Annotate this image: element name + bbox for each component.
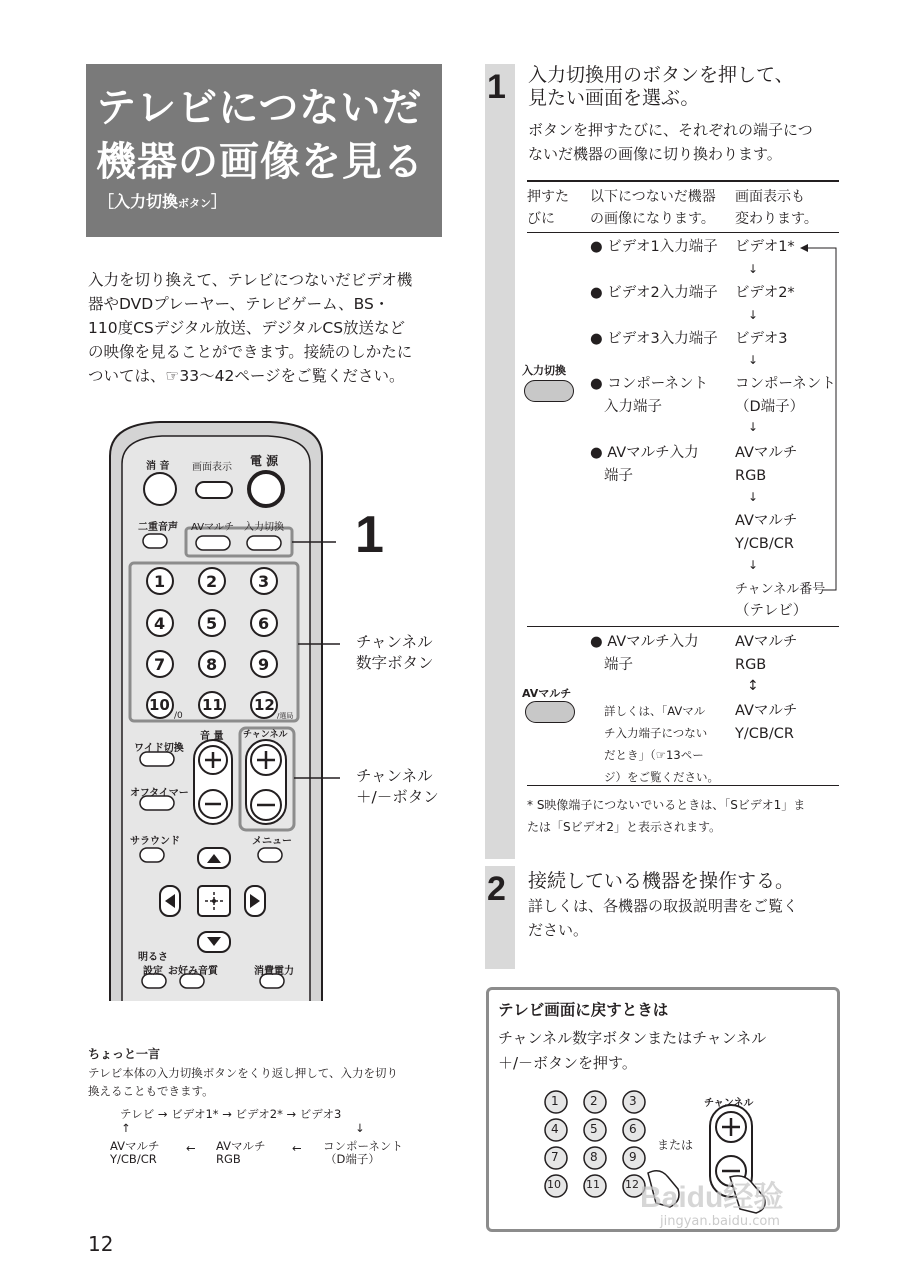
table-arrow-down: ↓ xyxy=(748,353,759,367)
av-section-display-a2: RGB xyxy=(735,657,767,673)
table-bottom-rule xyxy=(527,785,839,786)
remote-number-7: 7 xyxy=(154,655,166,674)
callout-channel-plus-minus xyxy=(356,766,439,808)
th-line: 画面表示も xyxy=(735,189,805,205)
return-desc-line: ＋/－ボタンを押す。 xyxy=(498,1054,637,1072)
th-line: 変わります。 xyxy=(735,211,818,227)
tip-heading: ちょっと一言 xyxy=(88,1047,161,1061)
step2-heading: 接続している機器を操作する。 xyxy=(528,870,795,892)
table-av-multi-label: AVマルチ xyxy=(522,687,572,700)
row-video3-input: ● ビデオ3入力端子 xyxy=(590,331,718,347)
remote-label-av-multi: AVマルチ xyxy=(191,522,235,533)
remote-number-12: 12 xyxy=(254,696,275,714)
subtitle-main: ［入力切換 xyxy=(98,192,179,211)
step1-desc-line: ボタンを押すたびに、それぞれの端子につ xyxy=(528,121,813,139)
return-num-7: 7 xyxy=(551,1150,559,1164)
av-section-display-a1: AVマルチ xyxy=(735,634,798,650)
row-avycbcr-display-1: AVマルチ xyxy=(735,513,798,529)
callout-step-1: 1 xyxy=(355,506,384,564)
row-video1-input: ● ビデオ1入力端子 xyxy=(590,239,718,255)
return-box-title: テレビ画面に戻すときは xyxy=(498,1001,669,1019)
th-line: びに xyxy=(527,211,555,227)
tip-flow-top: テレビ → ビデオ1* → ビデオ2* → ビデオ3 xyxy=(120,1107,342,1121)
return-box-channel-label: チャンネル xyxy=(704,1098,754,1109)
remote-label-brightness-2: 設定 xyxy=(143,966,163,977)
remote-number-5: 5 xyxy=(206,614,218,633)
return-num-4: 4 xyxy=(551,1122,559,1136)
dual-audio-button xyxy=(143,534,167,548)
tip-flow-arrow-left-1: ← xyxy=(186,1141,196,1155)
row-channel-display-2: （テレビ） xyxy=(735,603,808,619)
return-num-11: 11 xyxy=(586,1178,600,1191)
remote-number-1: 1 xyxy=(154,572,166,591)
remote-label-volume: 音 量 xyxy=(200,731,224,742)
table-section-rule xyxy=(527,626,839,627)
step2-desc-line: 詳しくは、各機器の取扱説明書をご覧く xyxy=(528,897,799,915)
av-section-input-2: 端子 xyxy=(604,657,633,673)
remote-label-brightness-1: 明るさ xyxy=(138,952,168,963)
step1-bar xyxy=(485,64,515,859)
page-subtitle xyxy=(98,189,227,212)
note-line: だとき」（☞13ペー xyxy=(604,748,704,762)
return-box-or: または xyxy=(657,1138,694,1152)
row-avrgb-display-2: RGB xyxy=(735,468,767,484)
av-section-display-b1: AVマルチ xyxy=(735,703,798,719)
footnote-line: たは「Sビデオ2」と表示されます。 xyxy=(527,820,722,834)
power-button xyxy=(249,472,283,506)
row-channel-display-1: チャンネル番号 xyxy=(735,582,826,597)
table-input-switch-button xyxy=(524,380,574,402)
av-section-display-b2: Y/CB/CR xyxy=(735,726,794,742)
remote-label-surround: サラウンド xyxy=(130,836,180,847)
table-arrow-down: ↓ xyxy=(748,490,759,504)
return-num-5: 5 xyxy=(590,1122,598,1136)
footnote xyxy=(527,794,805,838)
intro-line: 器やDVDプレーヤー、テレビゲーム、BS・ xyxy=(88,295,390,313)
tip-line: テレビ本体の入力切換ボタンをくり返し押して、入力を切り xyxy=(88,1066,399,1080)
av-section-note xyxy=(604,700,719,788)
remote-number-9: 9 xyxy=(258,655,270,674)
step1-heading-line: 見たい画面を選ぶ。 xyxy=(528,87,700,109)
note-line: 詳しくは、「AVマル xyxy=(604,704,706,718)
remote-number-4: 4 xyxy=(154,614,166,633)
note-line: ジ）をご覧ください。 xyxy=(604,770,719,784)
watermark-url: jingyan.baidu.com xyxy=(660,1214,780,1229)
table-top-rule xyxy=(527,180,839,182)
row-video3-display: ビデオ3 xyxy=(735,331,788,347)
input-switch-button xyxy=(247,536,281,550)
tip-flow-arrow-left-2: ← xyxy=(292,1141,302,1155)
table-header-display xyxy=(735,186,818,230)
table-header-press xyxy=(527,186,569,230)
row-component-display-1: コンポーネント xyxy=(735,376,836,392)
tip-flow-b1: AVマルチ xyxy=(216,1139,266,1153)
remote-label-wide: ワイド切換 xyxy=(134,743,184,754)
intro-line: の映像を見ることができます。接続のしかたに xyxy=(88,343,413,361)
return-num-2: 2 xyxy=(590,1094,598,1108)
callout-line: ＋/－ボタン xyxy=(356,788,439,806)
remote-label-display: 画面表示 xyxy=(192,462,232,473)
av-multi-button xyxy=(196,536,230,550)
row-video1-display: ビデオ1* xyxy=(735,239,795,255)
step1-desc-line: ないだ機器の画像に切り換わります。 xyxy=(528,145,782,163)
row-component-input-1: ● コンポーネント xyxy=(590,376,709,392)
display-button xyxy=(196,482,232,498)
remote-number-2: 2 xyxy=(206,572,218,591)
row-avrgb-display-1: AVマルチ xyxy=(735,445,798,461)
remote-number-10: 10 xyxy=(149,696,170,714)
row-avrgb-input-1: ● AVマルチ入力 xyxy=(590,445,699,461)
table-header-device xyxy=(590,186,716,230)
step2-desc-line: ださい。 xyxy=(528,921,589,939)
subtitle-close: ］ xyxy=(211,192,228,211)
watermark-brand: Baidu经验 xyxy=(640,1181,784,1214)
remote-label-off-timer: オフタイマー xyxy=(130,788,189,799)
intro-line: 110度CSデジタル放送、デジタルCS放送など xyxy=(88,319,406,337)
return-box-description xyxy=(498,1026,766,1076)
av-section-input-1: ● AVマルチ入力 xyxy=(590,634,699,650)
row-component-display-2: （D端子） xyxy=(735,399,805,415)
th-line: 以下につないだ機器 xyxy=(590,189,716,205)
page-title-line2: 機器の画像を見る xyxy=(96,139,424,185)
note-line: チ入力端子につない xyxy=(604,726,708,740)
return-num-12: 12 xyxy=(625,1178,639,1191)
footnote-line: * S映像端子につないでいるときは、「Sビデオ1」ま xyxy=(527,798,806,812)
table-input-switch-label: 入力切換 xyxy=(522,364,566,377)
remote-number-3: 3 xyxy=(258,572,270,591)
loop-arrow-line xyxy=(770,238,840,598)
table-arrow-down: ↓ xyxy=(748,558,759,572)
remote-label-channel: チャンネル xyxy=(243,730,288,740)
remote-num-sub-10: /0 xyxy=(174,711,183,721)
step1-number: 1 xyxy=(487,68,506,106)
callout-line: チャンネル xyxy=(356,767,433,785)
intro-line: ついては、☞33〜42ページをご覧ください。 xyxy=(88,367,405,385)
subtitle-small: ボタン xyxy=(178,197,212,210)
callout-line: チャンネル xyxy=(356,633,433,651)
remote-label-power-save: 消費電力 xyxy=(254,966,294,977)
tip-flow-b2: RGB xyxy=(216,1152,241,1166)
tip-flow-arrow-up: ↑ xyxy=(121,1121,131,1135)
step1-description xyxy=(528,118,813,166)
return-num-8: 8 xyxy=(590,1150,598,1164)
row-video2-display: ビデオ2* xyxy=(735,285,795,301)
tip-line: 換えることもできます。 xyxy=(88,1084,214,1098)
return-num-6: 6 xyxy=(629,1122,637,1136)
remote-label-power: 電 源 xyxy=(250,454,279,468)
remote-number-6: 6 xyxy=(258,614,270,633)
page-number: 12 xyxy=(88,1232,114,1256)
step2-description xyxy=(528,894,798,942)
row-video2-input: ● ビデオ2入力端子 xyxy=(590,285,718,301)
row-avrgb-input-2: 端子 xyxy=(604,468,633,484)
title-block xyxy=(86,64,442,237)
tip-flow-arrow-down: ↓ xyxy=(355,1121,365,1135)
table-header-rule xyxy=(527,232,839,233)
return-num-3: 3 xyxy=(629,1094,637,1108)
intro-paragraph xyxy=(88,268,448,388)
return-num-10: 10 xyxy=(547,1178,561,1191)
remote-label-sound-pref: お好み音質 xyxy=(168,966,218,977)
row-avycbcr-display-2: Y/CB/CR xyxy=(735,536,794,552)
row-component-input-2: 入力端子 xyxy=(604,399,662,415)
step1-heading xyxy=(528,64,794,110)
tip-flow-c1: コンポーネント xyxy=(323,1139,403,1153)
callout-line: 数字ボタン xyxy=(356,654,434,672)
page-title-line1: テレビにつないだ xyxy=(96,85,423,131)
tip-flow-a1: AVマルチ xyxy=(110,1139,160,1153)
remote-label-input-switch: 入力切換 xyxy=(244,522,284,533)
table-av-multi-button xyxy=(525,701,575,723)
mute-button xyxy=(144,473,176,505)
remote-number-8: 8 xyxy=(206,655,218,674)
table-arrow-down: ↓ xyxy=(748,262,759,276)
intro-line: 入力を切り換えて、テレビにつないだビデオ機 xyxy=(88,271,413,289)
av-section-arrow-updown: ↕ xyxy=(747,678,759,694)
tip-flow-a2: Y/CB/CR xyxy=(110,1152,157,1166)
remote-number-11: 11 xyxy=(202,696,223,714)
remote-label-dual-audio: 二重音声 xyxy=(138,522,178,533)
tip-text xyxy=(88,1064,443,1100)
step1-heading-line: 入力切換用のボタンを押して、 xyxy=(528,64,794,86)
table-arrow-down: ↓ xyxy=(748,308,759,322)
remote-label-menu: メニュー xyxy=(252,836,292,847)
remote-num-sub-12: /選局 xyxy=(277,712,294,720)
tip-flow-c2: （D端子） xyxy=(325,1152,380,1166)
return-num-9: 9 xyxy=(629,1150,637,1164)
th-line: 押すた xyxy=(527,189,569,205)
step2-number: 2 xyxy=(487,870,506,908)
callout-channel-digits xyxy=(356,632,434,674)
return-num-1: 1 xyxy=(551,1094,559,1108)
return-desc-line: チャンネル数字ボタンまたはチャンネル xyxy=(498,1029,767,1047)
th-line: の画像になります。 xyxy=(590,211,715,227)
remote-label-mute: 消 音 xyxy=(146,461,170,472)
table-arrow-down: ↓ xyxy=(748,420,759,434)
